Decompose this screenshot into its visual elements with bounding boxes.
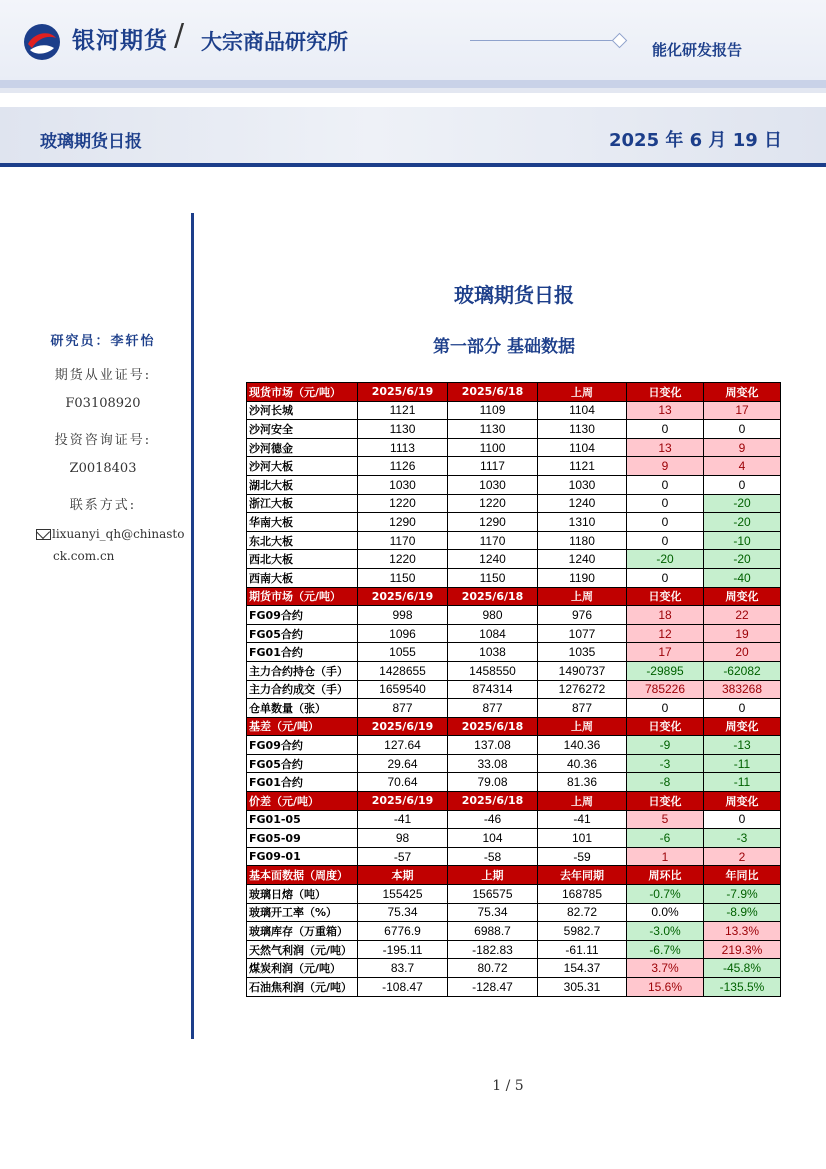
table-cell: -13 [704,736,781,755]
table-cell: -57 [358,847,448,866]
row-label: FG09合约 [247,606,358,625]
table-section-header [247,587,781,606]
table-row [247,606,781,625]
table-cell: 1030 [358,475,448,494]
column-header: 周环比 [627,866,704,885]
yinhe-logo-icon [22,22,62,62]
table-cell: 156575 [448,885,538,904]
decorative-line [470,40,618,41]
table-cell: -135.5% [704,978,781,997]
table-row [247,773,781,792]
table-cell: 2 [704,847,781,866]
table-cell: 1150 [448,568,538,587]
table-cell: 1055 [358,643,448,662]
table-row [247,494,781,513]
table-cell: -10 [704,531,781,550]
table-cell: 0 [704,420,781,439]
row-label: 沙河安全 [247,420,358,439]
table-row [247,940,781,959]
table-cell: 877 [448,699,538,718]
table-cell: -8.9% [704,903,781,922]
table-row [247,810,781,829]
table-cell: 17 [627,643,704,662]
table-cell: 20 [704,643,781,662]
table-cell: -41 [358,810,448,829]
table-cell: 1170 [448,531,538,550]
column-header: 日变化 [627,717,704,736]
row-label: FG05合约 [247,624,358,643]
table-cell: 168785 [538,885,627,904]
table-row [247,568,781,587]
table-cell: -61.11 [538,940,627,959]
column-header: 日变化 [627,792,704,811]
table-cell: -46 [448,810,538,829]
table-cell: 9 [704,438,781,457]
table-cell: 1490737 [538,661,627,680]
table-cell: 0 [627,513,704,532]
column-header: 上周 [538,383,627,402]
table-cell: 3.7% [627,959,704,978]
row-label: 西南大板 [247,568,358,587]
advisory-license: Z0018403 [69,461,137,476]
table-cell: -3.0% [627,922,704,941]
column-header: 上期 [448,866,538,885]
futures-license: F03108920 [65,396,141,411]
table-cell: 6988.7 [448,922,538,941]
row-label: 玻璃库存（万重箱） [247,922,358,941]
table-cell: -108.47 [358,978,448,997]
table-row [247,978,781,997]
column-header: 2025/6/19 [358,792,448,811]
table-cell: -59 [538,847,627,866]
table-cell: 305.31 [538,978,627,997]
table-cell: 70.64 [358,773,448,792]
section-title: 第一部分 基础数据 [433,337,575,357]
column-header: 周变化 [704,383,781,402]
table-cell: 13 [627,401,704,420]
column-header: 周变化 [704,717,781,736]
table-row [247,680,781,699]
header-stripe-light [0,88,826,93]
table-cell: 79.08 [448,773,538,792]
table-cell: 137.08 [448,736,538,755]
table-row [247,959,781,978]
table-cell: 155425 [358,885,448,904]
table-row [247,736,781,755]
table-cell: 9 [627,457,704,476]
section-label: 期货市场（元/吨） [247,587,358,606]
table-cell: 1117 [448,457,538,476]
table-cell: 75.34 [358,903,448,922]
table-cell: 75.34 [448,903,538,922]
logo-text: 银河期货 [72,28,168,54]
table-cell: 154.37 [538,959,627,978]
column-header: 周变化 [704,587,781,606]
table-cell: 5982.7 [538,922,627,941]
row-label: 华南大板 [247,513,358,532]
table-cell: 0 [704,810,781,829]
table-section-header [247,866,781,885]
column-header: 日变化 [627,587,704,606]
column-header: 本期 [358,866,448,885]
table-row [247,438,781,457]
table-cell: 6776.9 [358,922,448,941]
column-header: 2025/6/19 [358,717,448,736]
table-cell: 1130 [358,420,448,439]
table-row [247,829,781,848]
vertical-rule [191,213,194,1039]
row-label: 玻璃开工率（%） [247,903,358,922]
table-cell: -3 [627,754,704,773]
table-cell: 22 [704,606,781,625]
table-cell: 1130 [448,420,538,439]
row-label: FG01合约 [247,643,358,662]
table-cell: 81.36 [538,773,627,792]
table-row [247,922,781,941]
row-label: 沙河长城 [247,401,358,420]
table-cell: 1290 [358,513,448,532]
table-row [247,847,781,866]
table-cell: 98 [358,829,448,848]
data-table [246,382,781,997]
table-cell: 13.3% [704,922,781,941]
table-cell: 785226 [627,680,704,699]
table-cell: 1180 [538,531,627,550]
row-label: 主力合约成交（手） [247,680,358,699]
row-label: FG01-05 [247,810,358,829]
column-header: 2025/6/19 [358,587,448,606]
page-number: 1 / 5 [492,1078,524,1094]
column-header: 2025/6/18 [448,792,538,811]
table-cell: 29.64 [358,754,448,773]
contact-label: 联系方式: [69,498,137,513]
table-cell: 19 [704,624,781,643]
table-cell: 13 [627,438,704,457]
row-label: 玻璃日熔（吨） [247,885,358,904]
table-cell: 1104 [538,401,627,420]
table-cell: 0 [627,475,704,494]
row-label: 煤炭利润（元/吨） [247,959,358,978]
table-row [247,531,781,550]
table-cell: -11 [704,754,781,773]
table-cell: 33.08 [448,754,538,773]
table-cell: 1113 [358,438,448,457]
table-cell: -58 [448,847,538,866]
row-label: 石油焦利润（元/吨） [247,978,358,997]
table-cell: 1030 [448,475,538,494]
row-label: FG01合约 [247,773,358,792]
column-header: 上周 [538,717,627,736]
table-cell: -9 [627,736,704,755]
row-label: 仓单数量（张） [247,699,358,718]
table-row [247,624,781,643]
table-cell: 998 [358,606,448,625]
table-row [247,475,781,494]
advisory-license-label: 投资咨询证号: [54,433,152,448]
table-cell: -45.8% [704,959,781,978]
section-label: 基本面数据（周度） [247,866,358,885]
section-label: 价差（元/吨） [247,792,358,811]
column-header: 2025/6/18 [448,587,538,606]
table-cell: 12 [627,624,704,643]
row-label: FG05-09 [247,829,358,848]
table-cell: 80.72 [448,959,538,978]
table-cell: 0 [627,420,704,439]
row-label: 西北大板 [247,550,358,569]
department-label: 能化研发报告 [652,41,743,59]
table-cell: 1240 [538,550,627,569]
email-line-1: lixuanyi_qh@chinasto [52,527,185,541]
row-label: FG09合约 [247,736,358,755]
table-cell: 40.36 [538,754,627,773]
table-cell: 0 [627,699,704,718]
table-cell: 976 [538,606,627,625]
table-cell: 1 [627,847,704,866]
table-cell: 1100 [448,438,538,457]
table-cell: -3 [704,829,781,848]
table-cell: 1458550 [448,661,538,680]
row-label: 湖北大板 [247,475,358,494]
table-cell: 877 [538,699,627,718]
section-label: 现货市场（元/吨） [247,383,358,402]
table-cell: -41 [538,810,627,829]
row-label: 浙江大板 [247,494,358,513]
column-header: 上周 [538,792,627,811]
table-cell: -20 [704,550,781,569]
table-row [247,513,781,532]
table-cell: 1220 [358,550,448,569]
row-label: 主力合约持仓（手） [247,661,358,680]
table-cell: -11 [704,773,781,792]
table-cell: 1130 [538,420,627,439]
table-cell: 18 [627,606,704,625]
table-cell: 877 [358,699,448,718]
table-cell: 1240 [448,550,538,569]
table-cell: 1170 [358,531,448,550]
table-row [247,885,781,904]
table-cell: 1659540 [358,680,448,699]
table-cell: 1310 [538,513,627,532]
column-header: 日变化 [627,383,704,402]
analyst-name: 研究员：李轩怡 [50,334,156,349]
table-cell: 0 [627,494,704,513]
table-cell: 1220 [448,494,538,513]
table-row [247,401,781,420]
header-stripe [0,80,826,88]
table-cell: 1121 [358,401,448,420]
table-cell: 1190 [538,568,627,587]
table-cell: -182.83 [448,940,538,959]
table-cell: 1096 [358,624,448,643]
column-header: 上周 [538,587,627,606]
email-line-2: ck.com.cn [53,549,115,563]
table-row [247,643,781,662]
column-header: 2025/6/18 [448,717,538,736]
table-cell: 1220 [358,494,448,513]
table-cell: 0 [704,699,781,718]
table-cell: 15.6% [627,978,704,997]
table-cell: 82.72 [538,903,627,922]
table-cell: -62082 [704,661,781,680]
table-cell: 1035 [538,643,627,662]
column-header: 去年同期 [538,866,627,885]
table-cell: 0 [627,531,704,550]
mail-icon [36,529,51,540]
table-cell: 104 [448,829,538,848]
table-cell: 17 [704,401,781,420]
table-cell: 1038 [448,643,538,662]
table-section-header [247,383,781,402]
table-row [247,903,781,922]
report-name: 玻璃期货日报 [40,132,142,152]
table-row [247,754,781,773]
table-cell: 83.7 [358,959,448,978]
table-section-header [247,792,781,811]
table-cell: 5 [627,810,704,829]
table-cell: 1290 [448,513,538,532]
table-cell: -128.47 [448,978,538,997]
table-row [247,661,781,680]
table-cell: 1428655 [358,661,448,680]
report-date: 2025 年 6 月 19 日 [609,130,783,151]
table-cell: 1030 [538,475,627,494]
table-cell: 980 [448,606,538,625]
table-row [247,550,781,569]
table-cell: -29895 [627,661,704,680]
table-cell: 4 [704,457,781,476]
column-header: 周变化 [704,792,781,811]
logo-subtitle: 大宗商品研究所 [201,30,348,54]
table-cell: 1121 [538,457,627,476]
table-cell: 140.36 [538,736,627,755]
table-cell: 383268 [704,680,781,699]
table-row [247,699,781,718]
table-cell: 1150 [358,568,448,587]
column-header: 2025/6/19 [358,383,448,402]
table-cell: 219.3% [704,940,781,959]
logo-divider: / [174,18,185,53]
table-cell: 874314 [448,680,538,699]
futures-license-label: 期货从业证号: [54,368,152,383]
table-cell: 127.64 [358,736,448,755]
table-cell: 0 [704,475,781,494]
table-cell: -7.9% [704,885,781,904]
row-label: 天然气利润（元/吨） [247,940,358,959]
table-cell: 101 [538,829,627,848]
table-cell: -40 [704,568,781,587]
row-label: FG05合约 [247,754,358,773]
row-label: 沙河德金 [247,438,358,457]
row-label: 东北大板 [247,531,358,550]
title-underline [0,163,826,167]
section-label: 基差（元/吨） [247,717,358,736]
table-row [247,420,781,439]
table-cell: 1240 [538,494,627,513]
table-cell: -6.7% [627,940,704,959]
table-section-header [247,717,781,736]
table-row [247,457,781,476]
table-cell: 0 [627,568,704,587]
table-cell: 1276272 [538,680,627,699]
table-cell: 1109 [448,401,538,420]
table-cell: -20 [627,550,704,569]
contact-email[interactable] [36,523,186,567]
column-header: 2025/6/18 [448,383,538,402]
table-cell: -195.11 [358,940,448,959]
table-cell: -6 [627,829,704,848]
table-cell: -20 [704,513,781,532]
column-header: 年同比 [704,866,781,885]
table-cell: -20 [704,494,781,513]
table-cell: 1084 [448,624,538,643]
table-cell: 1126 [358,457,448,476]
main-title: 玻璃期货日报 [454,283,574,307]
row-label: FG09-01 [247,847,358,866]
row-label: 沙河大板 [247,457,358,476]
table-cell: -0.7% [627,885,704,904]
table-cell: 1104 [538,438,627,457]
table-cell: -8 [627,773,704,792]
table-cell: 0.0% [627,903,704,922]
table-cell: 1077 [538,624,627,643]
